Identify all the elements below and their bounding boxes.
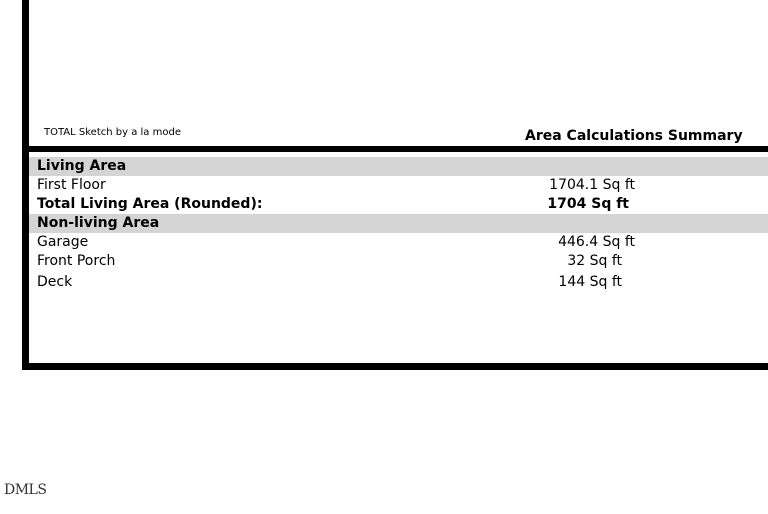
non-living-area-heading-row [29, 214, 768, 233]
table-row [29, 271, 768, 292]
deck-label: Deck [37, 274, 73, 290]
garage-value: 446.4 Sq ft [558, 234, 635, 250]
living-area-heading-row [29, 157, 768, 176]
total-living-area-row [29, 195, 768, 214]
table-row [29, 176, 768, 195]
area-calculations-table [29, 157, 768, 292]
deck-value: 144 Sq ft [558, 274, 622, 290]
total-living-area-value: 1704 Sq ft [547, 196, 629, 212]
total-living-area-label: Total Living Area (Rounded): [37, 196, 263, 212]
front-porch-value: 32 Sq ft [567, 253, 622, 269]
living-area-heading: Living Area [37, 158, 127, 174]
watermark-logo: DMLS [4, 482, 47, 498]
front-porch-label: Front Porch [37, 253, 116, 269]
table-row [29, 252, 768, 271]
first-floor-value: 1704.1 Sq ft [549, 177, 635, 193]
sketch-credit: TOTAL Sketch by a la mode [44, 127, 181, 138]
summary-title: Area Calculations Summary [525, 128, 743, 144]
sketch-frame-bottom-border [22, 363, 768, 370]
first-floor-label: First Floor [37, 177, 106, 193]
summary-header-rule [29, 146, 768, 152]
non-living-area-heading: Non-living Area [37, 215, 160, 231]
garage-label: Garage [37, 234, 89, 250]
table-row [29, 233, 768, 252]
sketch-frame-left-border [22, 0, 29, 370]
